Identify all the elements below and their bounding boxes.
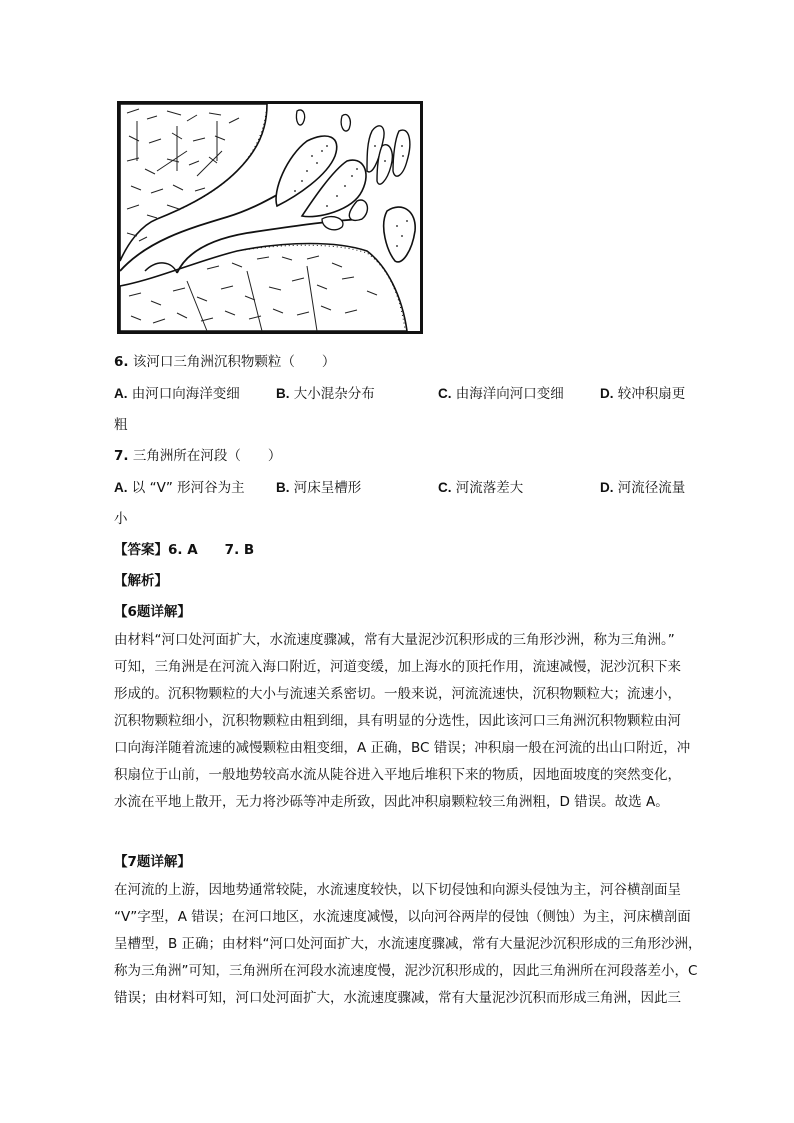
- q6-heading: 【6题详解】: [114, 604, 191, 620]
- question-number: 7.: [114, 448, 129, 464]
- option-text: 由河口向海洋变细: [131, 386, 240, 402]
- option-6a[interactable]: [114, 385, 240, 403]
- option-text: 河流落差大: [455, 480, 524, 496]
- option-7c[interactable]: [438, 479, 523, 497]
- option-7d-wrap: 小: [114, 511, 128, 527]
- text-line: 水流在平地上散开，无力将沙砾等冲走所致，因此冲积扇颗粒较三角洲粗，D 错误。故选 A。: [114, 794, 669, 810]
- question-text: 三角洲所在河段（ ）: [132, 448, 282, 464]
- option-7a[interactable]: [114, 479, 245, 497]
- text-line: 称为三角洲”可知，三角洲所在河段水流速度慢，泥沙沉积形成的，因此三角洲所在河段落差小，C: [114, 963, 698, 979]
- text-line: 形成的。沉积物颗粒的大小与流速关系密切。一般来说，河流流速快，沉积物颗粒大；流速小，: [114, 686, 681, 702]
- text-line: 呈槽型，B 正确；由材料“河口处河面扩大，水流速度骤减，常有大量泥沙沉积形成的三角形沙洲，: [114, 936, 702, 952]
- option-7b[interactable]: [276, 479, 361, 497]
- option-6b[interactable]: [276, 385, 375, 403]
- question-7-stem: [114, 447, 281, 465]
- option-letter: C.: [438, 386, 452, 401]
- q7-explanation: [114, 877, 702, 1012]
- text-line: 在河流的上游，因地势通常较陡，水流速度较快，以下切侵蚀和向源头侵蚀为主，河谷横剖面呈: [114, 882, 681, 898]
- q6-explanation: [114, 627, 694, 816]
- option-text: 以 “V” 形河谷为主: [131, 480, 245, 496]
- option-text: 由海洋向河口变细: [455, 386, 564, 402]
- answer-line: 【答案】6. A 7. B: [114, 542, 255, 558]
- option-text: 大小混杂分布: [293, 386, 375, 402]
- text-line: “V”字型，A 错误；在河口地区，水流速度减慢，以向河谷两岸的侵蚀（侧蚀）为主，河床横剖面: [114, 909, 691, 925]
- question-number: 6.: [114, 354, 129, 370]
- text-line: 错误；由材料可知，河口处河面扩大，水流速度骤减，常有大量泥沙沉积而形成三角洲，因此三: [114, 990, 681, 1006]
- question-6-stem: [114, 353, 335, 371]
- option-letter: D.: [600, 386, 614, 401]
- text-line: 积扇位于山前，一般地势较高水流从陡谷进入平地后堆积下来的物质，因地面坡度的突然变化，: [114, 767, 681, 783]
- option-letter: C.: [438, 480, 452, 495]
- option-text: 河流径流量: [617, 480, 686, 496]
- option-letter: B.: [276, 480, 290, 495]
- option-7d[interactable]: [600, 479, 685, 497]
- island-8: [296, 110, 304, 125]
- option-text: 河床呈槽形: [293, 480, 362, 496]
- option-letter: B.: [276, 386, 290, 401]
- option-letter: D.: [600, 480, 614, 495]
- option-6c[interactable]: [438, 385, 564, 403]
- option-6d[interactable]: [600, 385, 685, 403]
- option-6d-wrap: 粗: [114, 417, 128, 433]
- analysis-heading: 【解析】: [114, 573, 168, 589]
- text-line: 口向海洋随着流速的减慢颗粒由粗变细，A 正确，BC 错误；冲积扇一般在河流的出山口附近，冲: [114, 740, 691, 756]
- text-line: 沉积物颗粒细小，沉积物颗粒由粗到细，具有明显的分选性，因此该河口三角洲沉积物颗粒由河: [114, 713, 681, 729]
- option-letter: A.: [114, 386, 128, 401]
- option-text: 较冲积扇更: [617, 386, 686, 402]
- question-text: 该河口三角洲沉积物颗粒（ ）: [132, 354, 336, 370]
- text-line: 可知，三角洲是在河流入海口附近，河道变缓，加上海水的顶托作用，流速减慢，泥沙沉积下来: [114, 659, 681, 675]
- delta-map-figure: [117, 101, 423, 334]
- text-line: 由材料“河口处河面扩大，水流速度骤减，常有大量泥沙沉积形成的三角形沙洲，称为三角洲。”: [114, 632, 675, 648]
- q7-heading: 【7题详解】: [114, 854, 191, 870]
- option-letter: A.: [114, 480, 128, 495]
- island-9: [341, 114, 350, 131]
